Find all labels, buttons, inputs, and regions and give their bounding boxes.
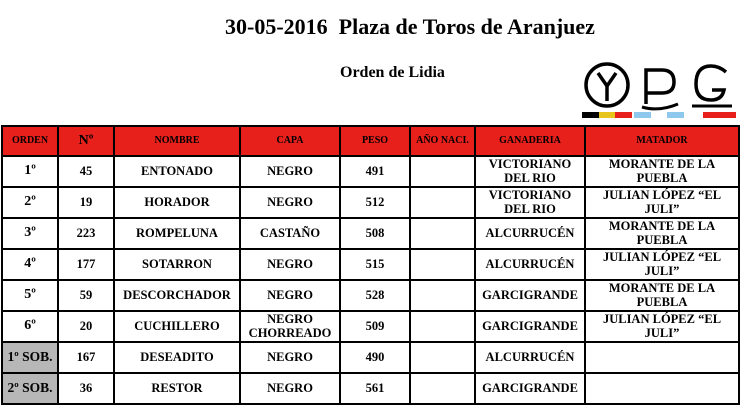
cell-ganaderia: ALCURRUCÉN [475,342,585,373]
cell-nombre: ROMPELUNA [114,218,240,249]
cell-orden: 3º [2,218,58,249]
cell-orden: 4º [2,249,58,280]
p-brand-icon [634,60,684,118]
cell-capa: NEGRO CHORREADO [240,311,340,342]
cell-nombre: CUCHILLERO [114,311,240,342]
cell-orden: 1º SOB. [2,342,58,373]
cell-matador [585,373,739,404]
col-header-capa: CAPA [240,126,340,156]
cell-ganaderia: GARCIGRANDE [475,311,585,342]
cell-anio [410,249,475,280]
cell-numero: 167 [58,342,114,373]
cell-anio [410,187,475,218]
col-header-matador: MATADOR [585,126,739,156]
cell-orden: 5º [2,280,58,311]
cell-ganaderia: VICTORIANO DEL RIO [475,187,585,218]
cell-orden: 2º [2,187,58,218]
table-row [2,342,739,373]
cell-capa: CASTAÑO [240,218,340,249]
table-header-row [2,126,739,156]
cell-peso: 490 [340,342,410,373]
cell-matador: MORANTE DE LA PUEBLA [585,156,739,187]
col-header-anio: AÑO NACI. [410,126,475,156]
cell-nombre: DESEADITO [114,342,240,373]
cell-numero: 177 [58,249,114,280]
circle-y-brand-icon [582,60,632,118]
orden-lidia-table [1,125,740,405]
cell-peso: 528 [340,280,410,311]
col-header-numero: Nº [58,126,114,156]
cell-anio [410,342,475,373]
cell-peso: 509 [340,311,410,342]
cell-peso: 515 [340,249,410,280]
cell-nombre: SOTARRON [114,249,240,280]
cell-matador: JULIAN LÓPEZ “EL JULI” [585,187,739,218]
cell-matador: MORANTE DE LA PUEBLA [585,218,739,249]
table-row [2,373,739,404]
table-row [2,218,739,249]
cell-ganaderia: VICTORIANO DEL RIO [475,156,585,187]
cell-ganaderia: ALCURRUCÉN [475,218,585,249]
page-title: 30-05-2016 Plaza de Toros de Aranjuez [225,14,595,39]
cell-capa: NEGRO [240,156,340,187]
brand-stripe [686,112,736,118]
cell-peso: 508 [340,218,410,249]
table-row [2,280,739,311]
cell-ganaderia: GARCIGRANDE [475,280,585,311]
cell-matador: JULIAN LÓPEZ “EL JULI” [585,249,739,280]
cell-numero: 59 [58,280,114,311]
col-header-nombre: NOMBRE [114,126,240,156]
cell-capa: NEGRO [240,249,340,280]
cell-capa: NEGRO [240,187,340,218]
cell-numero: 223 [58,218,114,249]
brand-stripe [634,112,684,118]
cell-numero: 45 [58,156,114,187]
cell-anio [410,156,475,187]
ganaderia-brands [580,60,738,122]
col-header-ganaderia: GANADERIA [475,126,585,156]
cell-capa: NEGRO [240,342,340,373]
brand-stripe [582,112,632,118]
col-header-orden: ORDEN [2,126,58,156]
cell-capa: NEGRO [240,280,340,311]
cell-matador: MORANTE DE LA PUEBLA [585,280,739,311]
table-row [2,249,739,280]
table-row [2,187,739,218]
cell-anio [410,311,475,342]
cell-matador: JULIAN LÓPEZ “EL JULI” [585,311,739,342]
table-row [2,311,739,342]
cell-matador [585,342,739,373]
cell-capa: NEGRO [240,373,340,404]
cell-orden: 1º [2,156,58,187]
cell-nombre: DESCORCHADOR [114,280,240,311]
cell-nombre: RESTOR [114,373,240,404]
page-subtitle: Orden de Lidia [340,64,445,81]
col-header-peso: PESO [340,126,410,156]
cell-peso: 512 [340,187,410,218]
cell-peso: 561 [340,373,410,404]
cell-nombre: ENTONADO [114,156,240,187]
cell-ganaderia: GARCIGRANDE [475,373,585,404]
cell-ganaderia: ALCURRUCÉN [475,249,585,280]
cell-peso: 491 [340,156,410,187]
cell-orden: 6º [2,311,58,342]
cell-anio [410,280,475,311]
cell-anio [410,218,475,249]
cell-orden: 2º SOB. [2,373,58,404]
cell-anio [410,373,475,404]
g-brand-icon [686,60,736,118]
cell-nombre: HORADOR [114,187,240,218]
cell-numero: 36 [58,373,114,404]
cell-numero: 20 [58,311,114,342]
cell-numero: 19 [58,187,114,218]
table-row [2,156,739,187]
